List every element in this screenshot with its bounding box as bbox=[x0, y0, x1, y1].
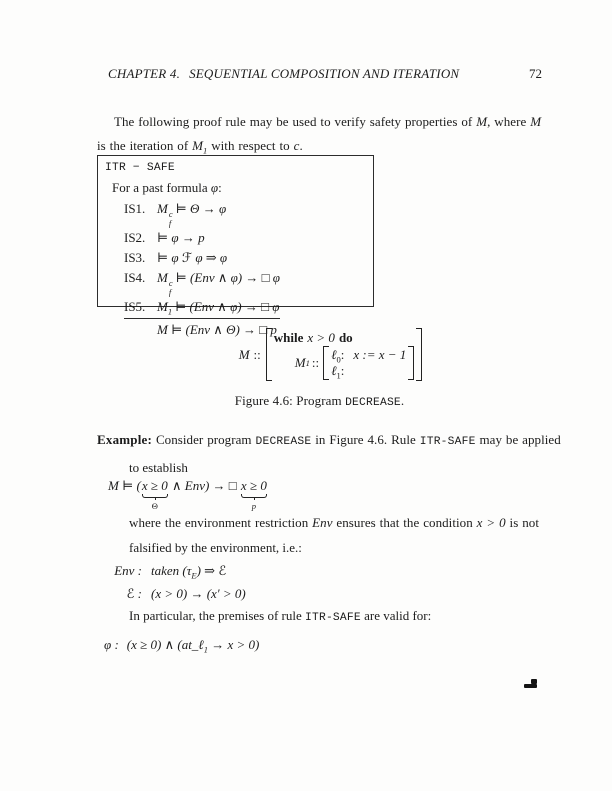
inner-bracket-group bbox=[323, 346, 414, 380]
premise-label: IS2. bbox=[124, 229, 146, 245]
math-env: Env bbox=[312, 515, 333, 530]
text: ensures that the condition bbox=[332, 515, 477, 530]
text: where the environment restriction bbox=[129, 515, 313, 530]
example-line-2: to establish bbox=[129, 460, 188, 475]
underbrace-label: p bbox=[251, 501, 256, 511]
paragraph-line-1 bbox=[97, 110, 542, 134]
rule-name-ref: ITR-SAFE bbox=[305, 612, 361, 624]
sup-sub-stack bbox=[169, 210, 173, 228]
text: . bbox=[400, 393, 405, 408]
defined-as: :: bbox=[311, 355, 320, 370]
text: Figure 4.6: Program bbox=[234, 393, 346, 408]
label-ell: ℓ bbox=[331, 363, 337, 378]
intro-paragraph bbox=[97, 110, 542, 158]
figure-4-6 bbox=[97, 328, 542, 381]
rule-box-itr-safe bbox=[97, 155, 374, 337]
subscript: E bbox=[191, 570, 197, 581]
text: : bbox=[218, 180, 222, 195]
text: Consider program bbox=[152, 432, 256, 447]
definition-body bbox=[151, 559, 226, 582]
rule-intro bbox=[112, 178, 373, 197]
phi-definition bbox=[104, 637, 259, 653]
math-expression: ⊨ Θ → φ bbox=[175, 201, 227, 216]
braced-text: x ≥ 0 bbox=[240, 478, 267, 493]
text: . bbox=[299, 138, 303, 153]
subscript: 1 bbox=[167, 306, 173, 317]
premise-is3 bbox=[124, 248, 280, 268]
assignment: x := x − 1 bbox=[353, 347, 407, 362]
keyword-do: do bbox=[338, 330, 353, 345]
rule-premises bbox=[124, 199, 280, 339]
math-expression: (x ≥ 0) ∧ (at_ℓ bbox=[126, 637, 204, 652]
math-expression: ⊨ φ ℱ φ ⇒ φ bbox=[157, 249, 228, 265]
statements bbox=[329, 346, 408, 380]
text: In particular, the premises of rule bbox=[129, 608, 305, 623]
environment-definitions bbox=[97, 559, 246, 605]
math-expression: ⊨ φ → p bbox=[157, 229, 205, 245]
outer-bracket-group bbox=[266, 328, 423, 381]
math-expression: → x > 0) bbox=[207, 637, 260, 652]
text: is not bbox=[505, 515, 539, 530]
artifact-bar bbox=[524, 684, 537, 689]
premise-formula bbox=[157, 248, 227, 268]
where-line-2: falsified by the environment, i.e.: bbox=[129, 539, 302, 555]
rule-name-ref: ITR-SAFE bbox=[419, 436, 476, 448]
math-expression: M ⊨ ( bbox=[108, 478, 141, 493]
e-definition bbox=[97, 582, 246, 605]
definition-body: (x > 0) → (x′ > 0) bbox=[151, 586, 246, 601]
chapter-number: CHAPTER 4. bbox=[108, 66, 181, 81]
program-body bbox=[272, 328, 417, 381]
right-bracket bbox=[416, 328, 422, 381]
while-line bbox=[274, 329, 415, 346]
figure-caption bbox=[97, 393, 542, 409]
premise-is4 bbox=[124, 268, 280, 297]
safety-formula bbox=[108, 478, 268, 511]
math-var: M bbox=[530, 114, 542, 129]
underbrace-p bbox=[240, 478, 268, 511]
math-var: M bbox=[157, 201, 168, 216]
subscript: 0 bbox=[336, 354, 341, 365]
where-paragraph bbox=[129, 511, 549, 560]
colon: : bbox=[340, 347, 345, 362]
subscript: 1 bbox=[203, 644, 208, 655]
math-var: M bbox=[157, 298, 168, 314]
underbrace-theta bbox=[141, 478, 169, 511]
loop-condition: x > 0 bbox=[307, 330, 335, 345]
defined-as: :: bbox=[253, 346, 261, 362]
example-paragraph bbox=[97, 427, 561, 480]
underbrace-icon bbox=[241, 494, 267, 498]
premise-is2 bbox=[124, 228, 280, 248]
math-var: M bbox=[294, 355, 306, 370]
chapter-title: SEQUENTIAL COMPOSITION AND ITERATION bbox=[189, 66, 460, 81]
text: is the iteration of bbox=[97, 138, 193, 153]
inference-line bbox=[124, 318, 280, 319]
definition-body bbox=[126, 637, 260, 655]
premise-is1 bbox=[124, 199, 280, 228]
underbrace-icon bbox=[142, 494, 168, 498]
running-head bbox=[108, 66, 459, 82]
definition-label: φ : bbox=[104, 637, 119, 652]
text: , where bbox=[487, 114, 531, 129]
premise-label: IS3. bbox=[124, 249, 146, 265]
m1-line: M 1 :: ℓ$_0$: x := x − 1 ℓ$_1$: bbox=[295, 346, 415, 380]
example-line-1 bbox=[97, 427, 561, 455]
program-equation bbox=[239, 328, 423, 381]
math-expression: ⊨ (Env ∧ φ) → □ φ bbox=[175, 298, 280, 314]
premise-is5 bbox=[124, 297, 280, 317]
superscript: c bbox=[168, 277, 173, 288]
subscript: f bbox=[168, 286, 172, 297]
premise-label: IS5. bbox=[124, 298, 146, 314]
subscript: 1 bbox=[336, 370, 341, 381]
statement-l1 bbox=[331, 363, 406, 379]
label-ell: ℓ bbox=[331, 347, 337, 362]
example-keyword: Example: bbox=[97, 432, 153, 447]
colon: : bbox=[340, 363, 345, 378]
text: in Figure 4.6. Rule bbox=[311, 432, 420, 447]
definition-label: Env : bbox=[114, 563, 142, 578]
definition-label: ℰ : bbox=[126, 586, 142, 601]
premise-label: IS4. bbox=[124, 269, 146, 285]
page-header bbox=[97, 66, 542, 82]
env-definition bbox=[97, 559, 246, 582]
statement-l0 bbox=[331, 347, 406, 363]
premise-formula bbox=[157, 268, 280, 297]
artifact-block bbox=[531, 679, 538, 684]
math-var: M bbox=[157, 269, 168, 285]
premise-formula bbox=[157, 199, 226, 228]
superscript: c bbox=[168, 209, 173, 219]
page-number: 72 bbox=[529, 66, 542, 81]
in-particular-line bbox=[129, 608, 431, 624]
math-condition: x > 0 bbox=[476, 515, 506, 530]
scan-artifact bbox=[524, 679, 537, 688]
math-var: M bbox=[476, 114, 488, 129]
keyword-while: while bbox=[273, 330, 304, 345]
text: may be applied bbox=[475, 432, 561, 447]
text: are valid for: bbox=[360, 608, 432, 623]
math-expression: M ⊨ (Env ∧ Θ) → □ p bbox=[157, 321, 277, 337]
sup-sub-stack bbox=[169, 279, 173, 297]
rule-name: ITR − SAFE bbox=[105, 162, 175, 174]
subscript: 1 bbox=[203, 145, 208, 156]
premise-label: IS1. bbox=[124, 201, 146, 216]
math-expression: ) ⇒ ℰ bbox=[196, 563, 227, 578]
subscript: f bbox=[168, 217, 172, 228]
right-bracket bbox=[408, 346, 414, 380]
program-name: DECREASE bbox=[255, 436, 312, 448]
braced-text: x ≥ 0 bbox=[141, 478, 168, 493]
premise-formula bbox=[157, 228, 205, 248]
math-var: M bbox=[192, 138, 203, 153]
math-phi: φ bbox=[210, 180, 219, 195]
text: The following proof rule may be used to verify safety properties of bbox=[114, 114, 477, 129]
math-expression: ⊨ (Env ∧ φ) → □ φ bbox=[175, 269, 280, 285]
math-expression: ∧ Env) → □ bbox=[168, 478, 240, 493]
math-var: M bbox=[238, 346, 250, 362]
math-expression: taken (τ bbox=[151, 563, 192, 578]
math-var: c bbox=[293, 138, 300, 153]
premise-formula bbox=[157, 297, 279, 317]
where-line-1 bbox=[129, 511, 549, 536]
text: with respect to bbox=[207, 138, 294, 153]
underbrace-label: Θ bbox=[151, 501, 158, 511]
text: For a past formula bbox=[112, 180, 211, 195]
program-name: DECREASE bbox=[345, 397, 401, 409]
